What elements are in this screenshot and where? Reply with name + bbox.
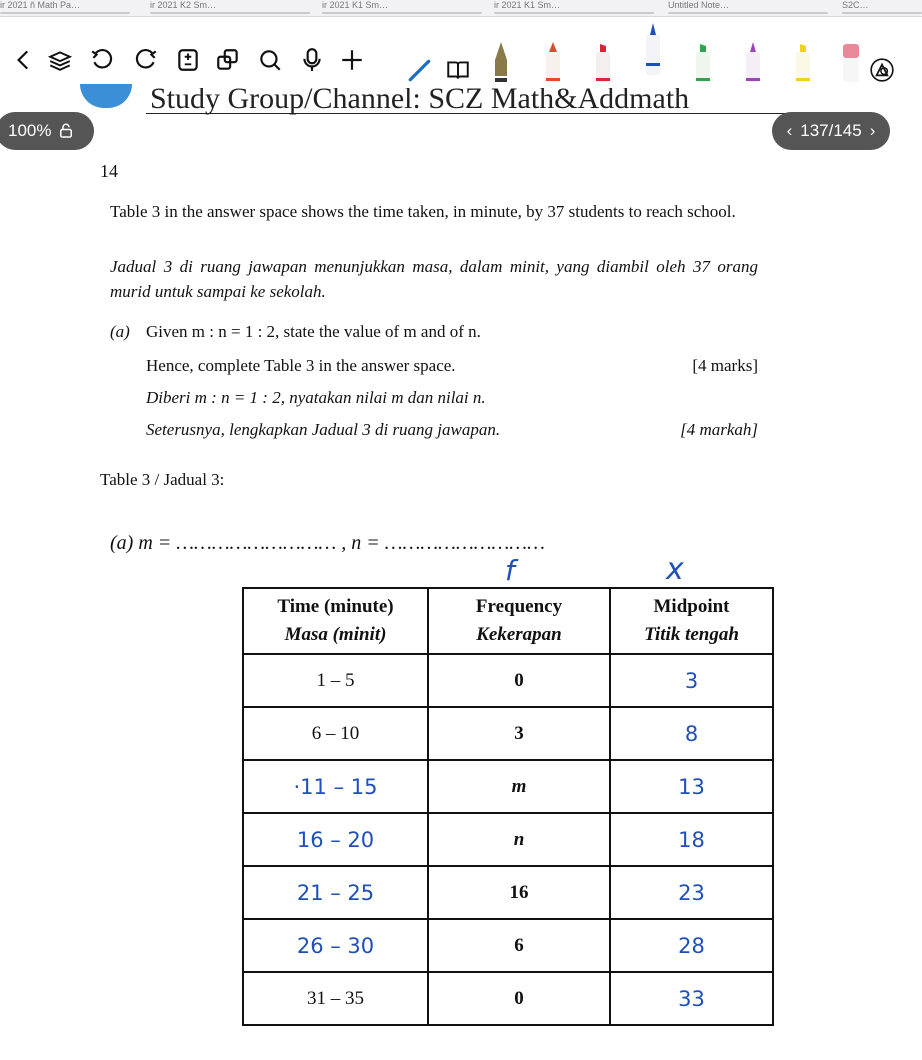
undo-icon[interactable]: [86, 44, 118, 76]
next-page-icon[interactable]: ›: [869, 121, 876, 140]
table-row: [243, 972, 773, 1025]
eraser-marker[interactable]: [840, 38, 862, 88]
part-a-english-2: Hence, complete Table 3 in the answer space.: [146, 356, 456, 375]
table-row: [243, 919, 773, 972]
table-header-row: [243, 588, 773, 654]
copy-icon[interactable]: [212, 44, 244, 76]
zoom-indicator[interactable]: [0, 112, 94, 150]
midpoint-cell[interactable]: 23: [610, 866, 773, 919]
header-midpoint: Midpoint Titik tengah: [610, 588, 773, 654]
marks-malay: [4 markah]: [680, 420, 758, 439]
browser-tab[interactable]: ir 2021 K1 Sm…: [322, 0, 482, 15]
pencil-marker[interactable]: [542, 38, 564, 88]
part-a-label: (a): [110, 322, 130, 341]
time-cell[interactable]: 31 – 35: [243, 972, 428, 1025]
time-cell[interactable]: 16 – 20: [243, 813, 428, 866]
handwritten-f-label: f: [505, 554, 515, 587]
browser-tab[interactable]: ir 2021 ñ Math Pa…: [0, 0, 130, 15]
shapes-icon[interactable]: [866, 54, 898, 86]
midpoint-cell[interactable]: 3: [610, 654, 773, 707]
part-a-english-1: Given m : n = 1 : 2, state the value of m and of n.: [146, 322, 481, 341]
table-caption: Table 3 / Jadual 3:: [100, 470, 225, 489]
time-cell[interactable]: 6 – 10: [243, 707, 428, 760]
calculator-icon[interactable]: [172, 44, 204, 76]
app-logo-fragment: [80, 84, 132, 108]
intro-malay: Jadual 3 di ruang jawapan menunjukkan masa, dalam minit, yang diambil oleh 37 orang murid untuk sampai ke sekolah.: [110, 257, 758, 301]
part-a-malay-1: Diberi m : n = 1 : 2, nyatakan nilai m dan nilai n.: [146, 388, 486, 407]
frequency-cell[interactable]: 16: [428, 866, 610, 919]
midpoint-cell[interactable]: 28: [610, 919, 773, 972]
frequency-cell[interactable]: 6: [428, 919, 610, 972]
frequency-cell[interactable]: m: [428, 760, 610, 813]
midpoint-cell[interactable]: 33: [610, 972, 773, 1025]
lasso-icon[interactable]: [254, 44, 286, 76]
lock-icon: [57, 122, 75, 140]
prev-page-icon[interactable]: ‹: [786, 121, 793, 140]
header-time: Time (minute) Masa (minit): [243, 588, 428, 654]
browser-tab[interactable]: Untitled Note…: [668, 0, 828, 15]
back-icon[interactable]: [8, 44, 40, 76]
blue-marker[interactable]: [642, 20, 664, 82]
pen-icon[interactable]: [404, 54, 436, 86]
add-icon[interactable]: [336, 44, 368, 76]
channel-header: [146, 88, 806, 116]
browser-tab[interactable]: ir 2021 K1 Sm…: [494, 0, 654, 15]
microphone-icon[interactable]: [296, 44, 328, 76]
table-row: [243, 813, 773, 866]
handwritten-x-label: x: [666, 552, 684, 587]
time-cell[interactable]: 1 – 5: [243, 654, 428, 707]
browser-tab[interactable]: ir 2021 K2 Sm…: [150, 0, 310, 15]
time-cell[interactable]: ·11 – 15: [243, 760, 428, 813]
table-row: [243, 866, 773, 919]
page-indicator: 137/145: [800, 121, 862, 140]
part-a-malay-2: Seterusnya, lengkapkan Jadual 3 di ruang jawapan.: [146, 420, 501, 439]
frequency-table: [242, 587, 774, 1026]
time-cell[interactable]: 26 – 30: [243, 919, 428, 972]
table-body: [243, 654, 773, 1025]
midpoint-cell[interactable]: 8: [610, 707, 773, 760]
layers-icon[interactable]: [44, 44, 76, 76]
header-frequency: Frequency Kekerapan: [428, 588, 610, 654]
midpoint-cell[interactable]: 13: [610, 760, 773, 813]
frequency-cell[interactable]: 0: [428, 654, 610, 707]
question-number: 14: [100, 161, 118, 181]
redo-icon[interactable]: [130, 44, 162, 76]
midpoint-cell[interactable]: 18: [610, 813, 773, 866]
page-navigator[interactable]: [772, 112, 890, 150]
frequency-cell[interactable]: 3: [428, 707, 610, 760]
fountain-pen-marker[interactable]: [490, 38, 512, 88]
yellow-marker[interactable]: [792, 38, 814, 88]
table-row: [243, 760, 773, 813]
purple-marker[interactable]: [742, 38, 764, 88]
table-row: [243, 654, 773, 707]
table-row: [243, 707, 773, 760]
red-marker[interactable]: [592, 38, 614, 88]
browser-tab[interactable]: S2C…: [842, 0, 922, 15]
book-icon[interactable]: [442, 54, 474, 86]
answer-line[interactable]: (a) m = ……………………… , n = ………………………: [110, 532, 545, 554]
intro-english: Table 3 in the answer space shows the time taken, in minute, by 37 students to reach school.: [110, 202, 736, 221]
time-cell[interactable]: 21 – 25: [243, 866, 428, 919]
channel-text: Study Group/Channel: SCZ Math&Addmath: [150, 88, 690, 115]
browser-tab-strip: [0, 0, 922, 17]
frequency-cell[interactable]: 0: [428, 972, 610, 1025]
green-marker[interactable]: [692, 38, 714, 88]
marks-english: [4 marks]: [692, 356, 758, 375]
zoom-value: 100%: [8, 121, 52, 140]
frequency-cell[interactable]: n: [428, 813, 610, 866]
